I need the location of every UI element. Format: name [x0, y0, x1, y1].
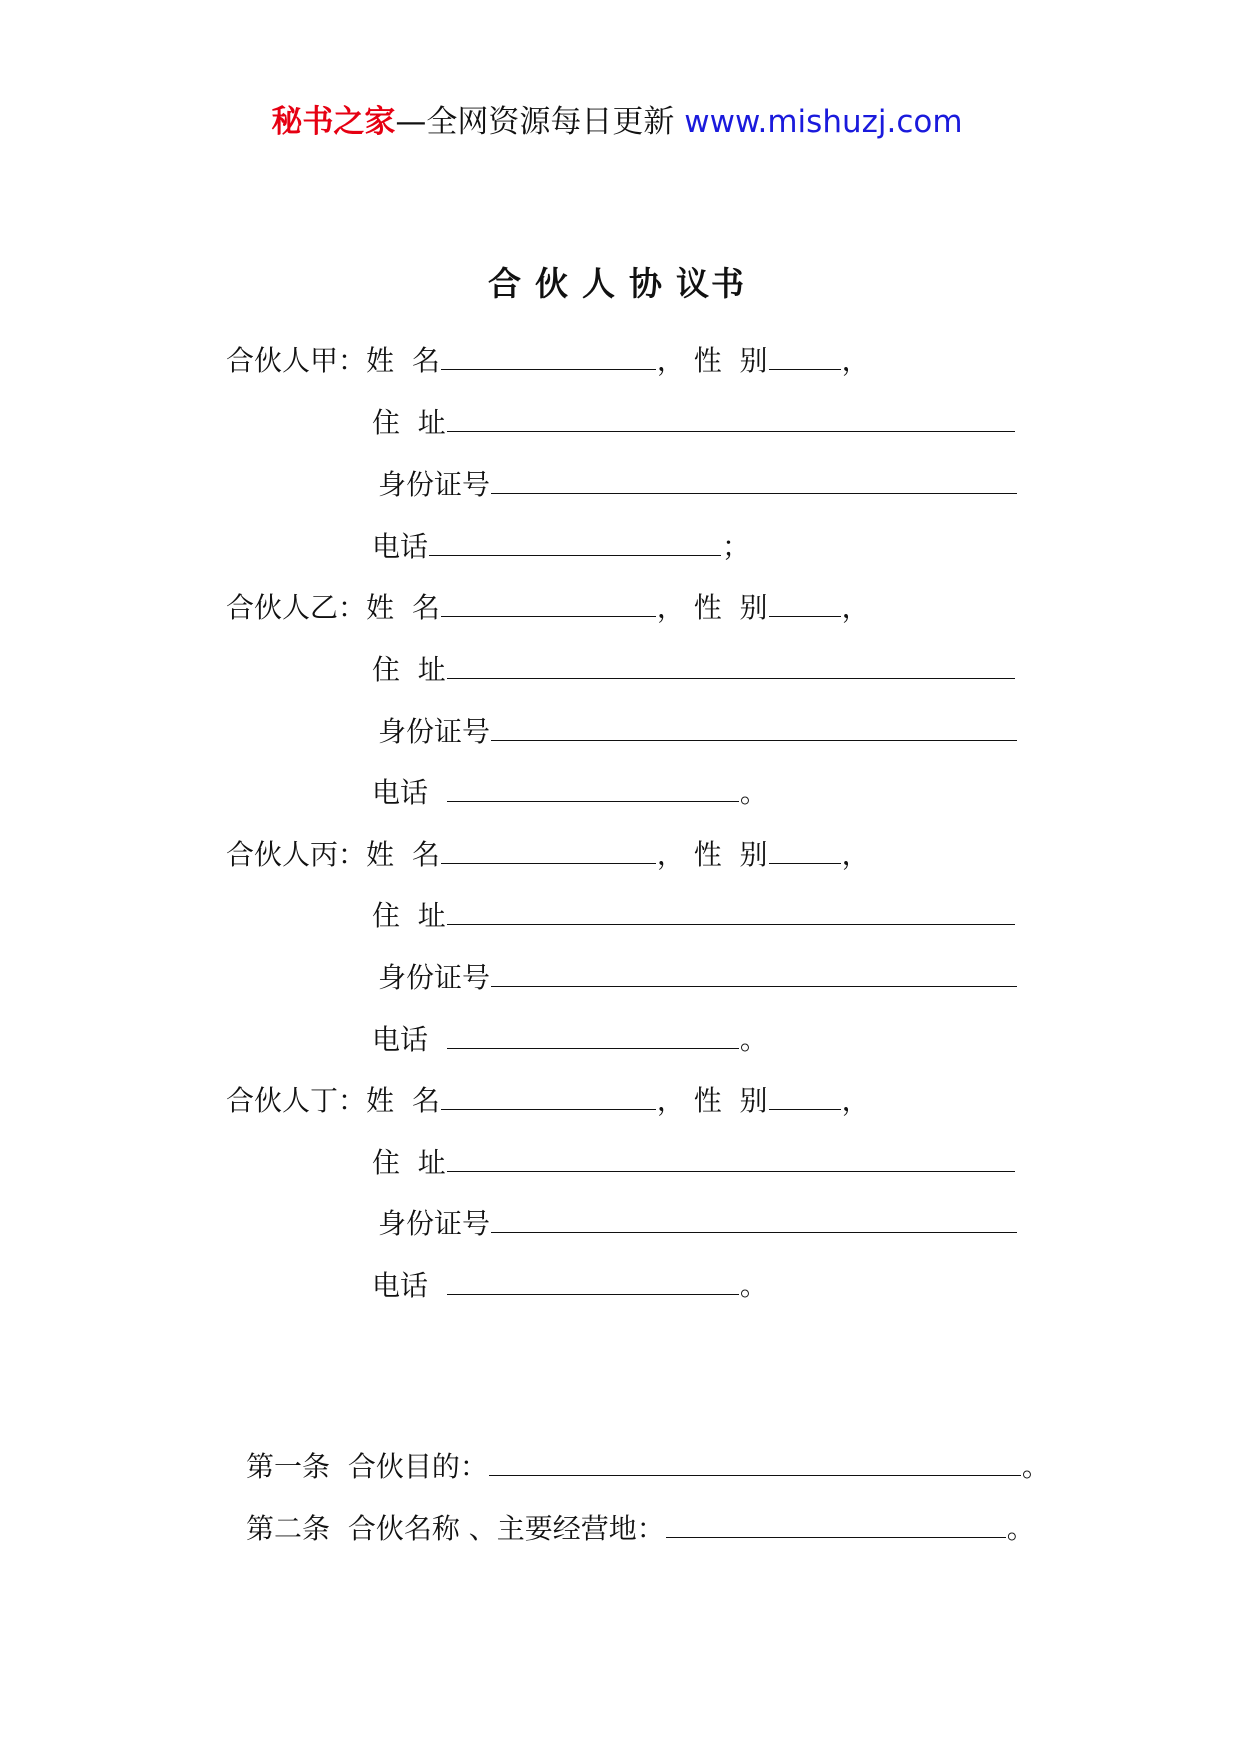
site-url[interactable]: www.mishuzj.com — [684, 104, 963, 140]
punctuation: 。 — [739, 1023, 768, 1056]
gender-label: 性 别 — [693, 838, 768, 871]
comma: ， — [656, 1084, 685, 1117]
partner-d-id-row — [378, 1204, 1018, 1244]
address-label: 住 址 — [372, 406, 446, 439]
punctuation: 。 — [1021, 1450, 1050, 1483]
partner-c-name-row — [226, 835, 870, 875]
address-field[interactable] — [447, 403, 1015, 432]
partner-c-id-row — [378, 958, 1018, 998]
name-field[interactable] — [441, 835, 656, 864]
comma: ， — [841, 838, 870, 871]
id-field[interactable] — [491, 958, 1017, 987]
watermark-header — [0, 96, 1234, 141]
partner-a-name-row — [226, 341, 870, 381]
article-number: 第二条 — [246, 1512, 331, 1545]
title-char: 议书 — [676, 264, 746, 303]
gender-field[interactable] — [769, 341, 841, 370]
partner-a-label: 合伙人甲： — [226, 344, 367, 377]
address-label: 住 址 — [372, 1146, 446, 1179]
comma: ， — [841, 591, 870, 624]
partner-b-phone-row — [372, 773, 768, 813]
gender-field[interactable] — [769, 835, 841, 864]
gender-label: 性 别 — [693, 1084, 768, 1117]
address-label: 住 址 — [372, 899, 446, 932]
partner-a-address-row — [372, 403, 1016, 443]
phone-label: 电话 — [372, 776, 429, 809]
header-tagline: —全网资源每日更新 — [395, 104, 675, 140]
address-field[interactable] — [447, 650, 1015, 679]
partner-d-address-row — [372, 1143, 1016, 1183]
phone-label: 电话 — [372, 1023, 429, 1056]
phone-label: 电话 — [372, 530, 429, 563]
partner-c-phone-row — [372, 1020, 768, 1060]
article-number: 第一条 — [246, 1450, 331, 1483]
name-label: 姓 名 — [366, 591, 440, 624]
name-label: 姓 名 — [366, 1084, 440, 1117]
address-field[interactable] — [447, 896, 1015, 925]
comma: ， — [841, 344, 870, 377]
partner-d-name-row — [226, 1081, 870, 1121]
gender-field[interactable] — [769, 588, 841, 617]
partner-b-name-row — [226, 588, 870, 628]
phone-field[interactable] — [447, 773, 739, 802]
id-field[interactable] — [491, 465, 1017, 494]
article-text: 合伙名称 、主要经营地： — [347, 1512, 665, 1545]
punctuation: ； — [722, 530, 751, 563]
gender-field[interactable] — [769, 1081, 841, 1110]
id-field[interactable] — [491, 712, 1017, 741]
name-label: 姓 名 — [366, 344, 440, 377]
partner-b-label: 合伙人乙： — [226, 591, 367, 624]
comma: ， — [656, 838, 685, 871]
brand-name: 秘书之家 — [271, 104, 396, 140]
id-label: 身份证号 — [378, 715, 491, 748]
comma: ， — [841, 1084, 870, 1117]
punctuation: 。 — [1006, 1512, 1035, 1545]
id-label: 身份证号 — [378, 961, 491, 994]
partner-a-id-row — [378, 465, 1018, 505]
document-title — [0, 258, 1234, 305]
partner-a-phone-row — [372, 527, 750, 567]
gender-label: 性 别 — [693, 344, 768, 377]
partner-b-address-row — [372, 650, 1016, 690]
business-location-field[interactable] — [666, 1509, 1006, 1538]
partner-b-id-row — [378, 712, 1018, 752]
partner-c-label: 合伙人丙： — [226, 838, 367, 871]
comma: ， — [656, 591, 685, 624]
partner-d-phone-row — [372, 1266, 768, 1306]
article-1 — [246, 1447, 1050, 1487]
article-text: 合伙目的： — [347, 1450, 488, 1483]
address-label: 住 址 — [372, 653, 446, 686]
name-field[interactable] — [441, 1081, 656, 1110]
id-field[interactable] — [491, 1204, 1017, 1233]
phone-field[interactable] — [447, 1020, 739, 1049]
comma: ， — [656, 344, 685, 377]
title-char: 伙 — [535, 264, 570, 303]
phone-field[interactable] — [447, 1266, 739, 1295]
purpose-field[interactable] — [489, 1447, 1021, 1476]
name-field[interactable] — [441, 588, 656, 617]
phone-label: 电话 — [372, 1269, 429, 1302]
gender-label: 性 别 — [693, 591, 768, 624]
title-char: 人 — [582, 264, 617, 303]
partner-c-address-row — [372, 896, 1016, 936]
name-label: 姓 名 — [366, 838, 440, 871]
punctuation: 。 — [739, 776, 768, 809]
punctuation: 。 — [739, 1269, 768, 1302]
id-label: 身份证号 — [378, 1207, 491, 1240]
name-field[interactable] — [441, 341, 656, 370]
partner-d-label: 合伙人丁： — [226, 1084, 367, 1117]
title-char: 合 — [488, 264, 523, 303]
id-label: 身份证号 — [378, 468, 491, 501]
title-char: 协 — [629, 264, 664, 303]
address-field[interactable] — [447, 1143, 1015, 1172]
phone-field[interactable] — [429, 527, 721, 556]
article-2 — [246, 1509, 1035, 1549]
